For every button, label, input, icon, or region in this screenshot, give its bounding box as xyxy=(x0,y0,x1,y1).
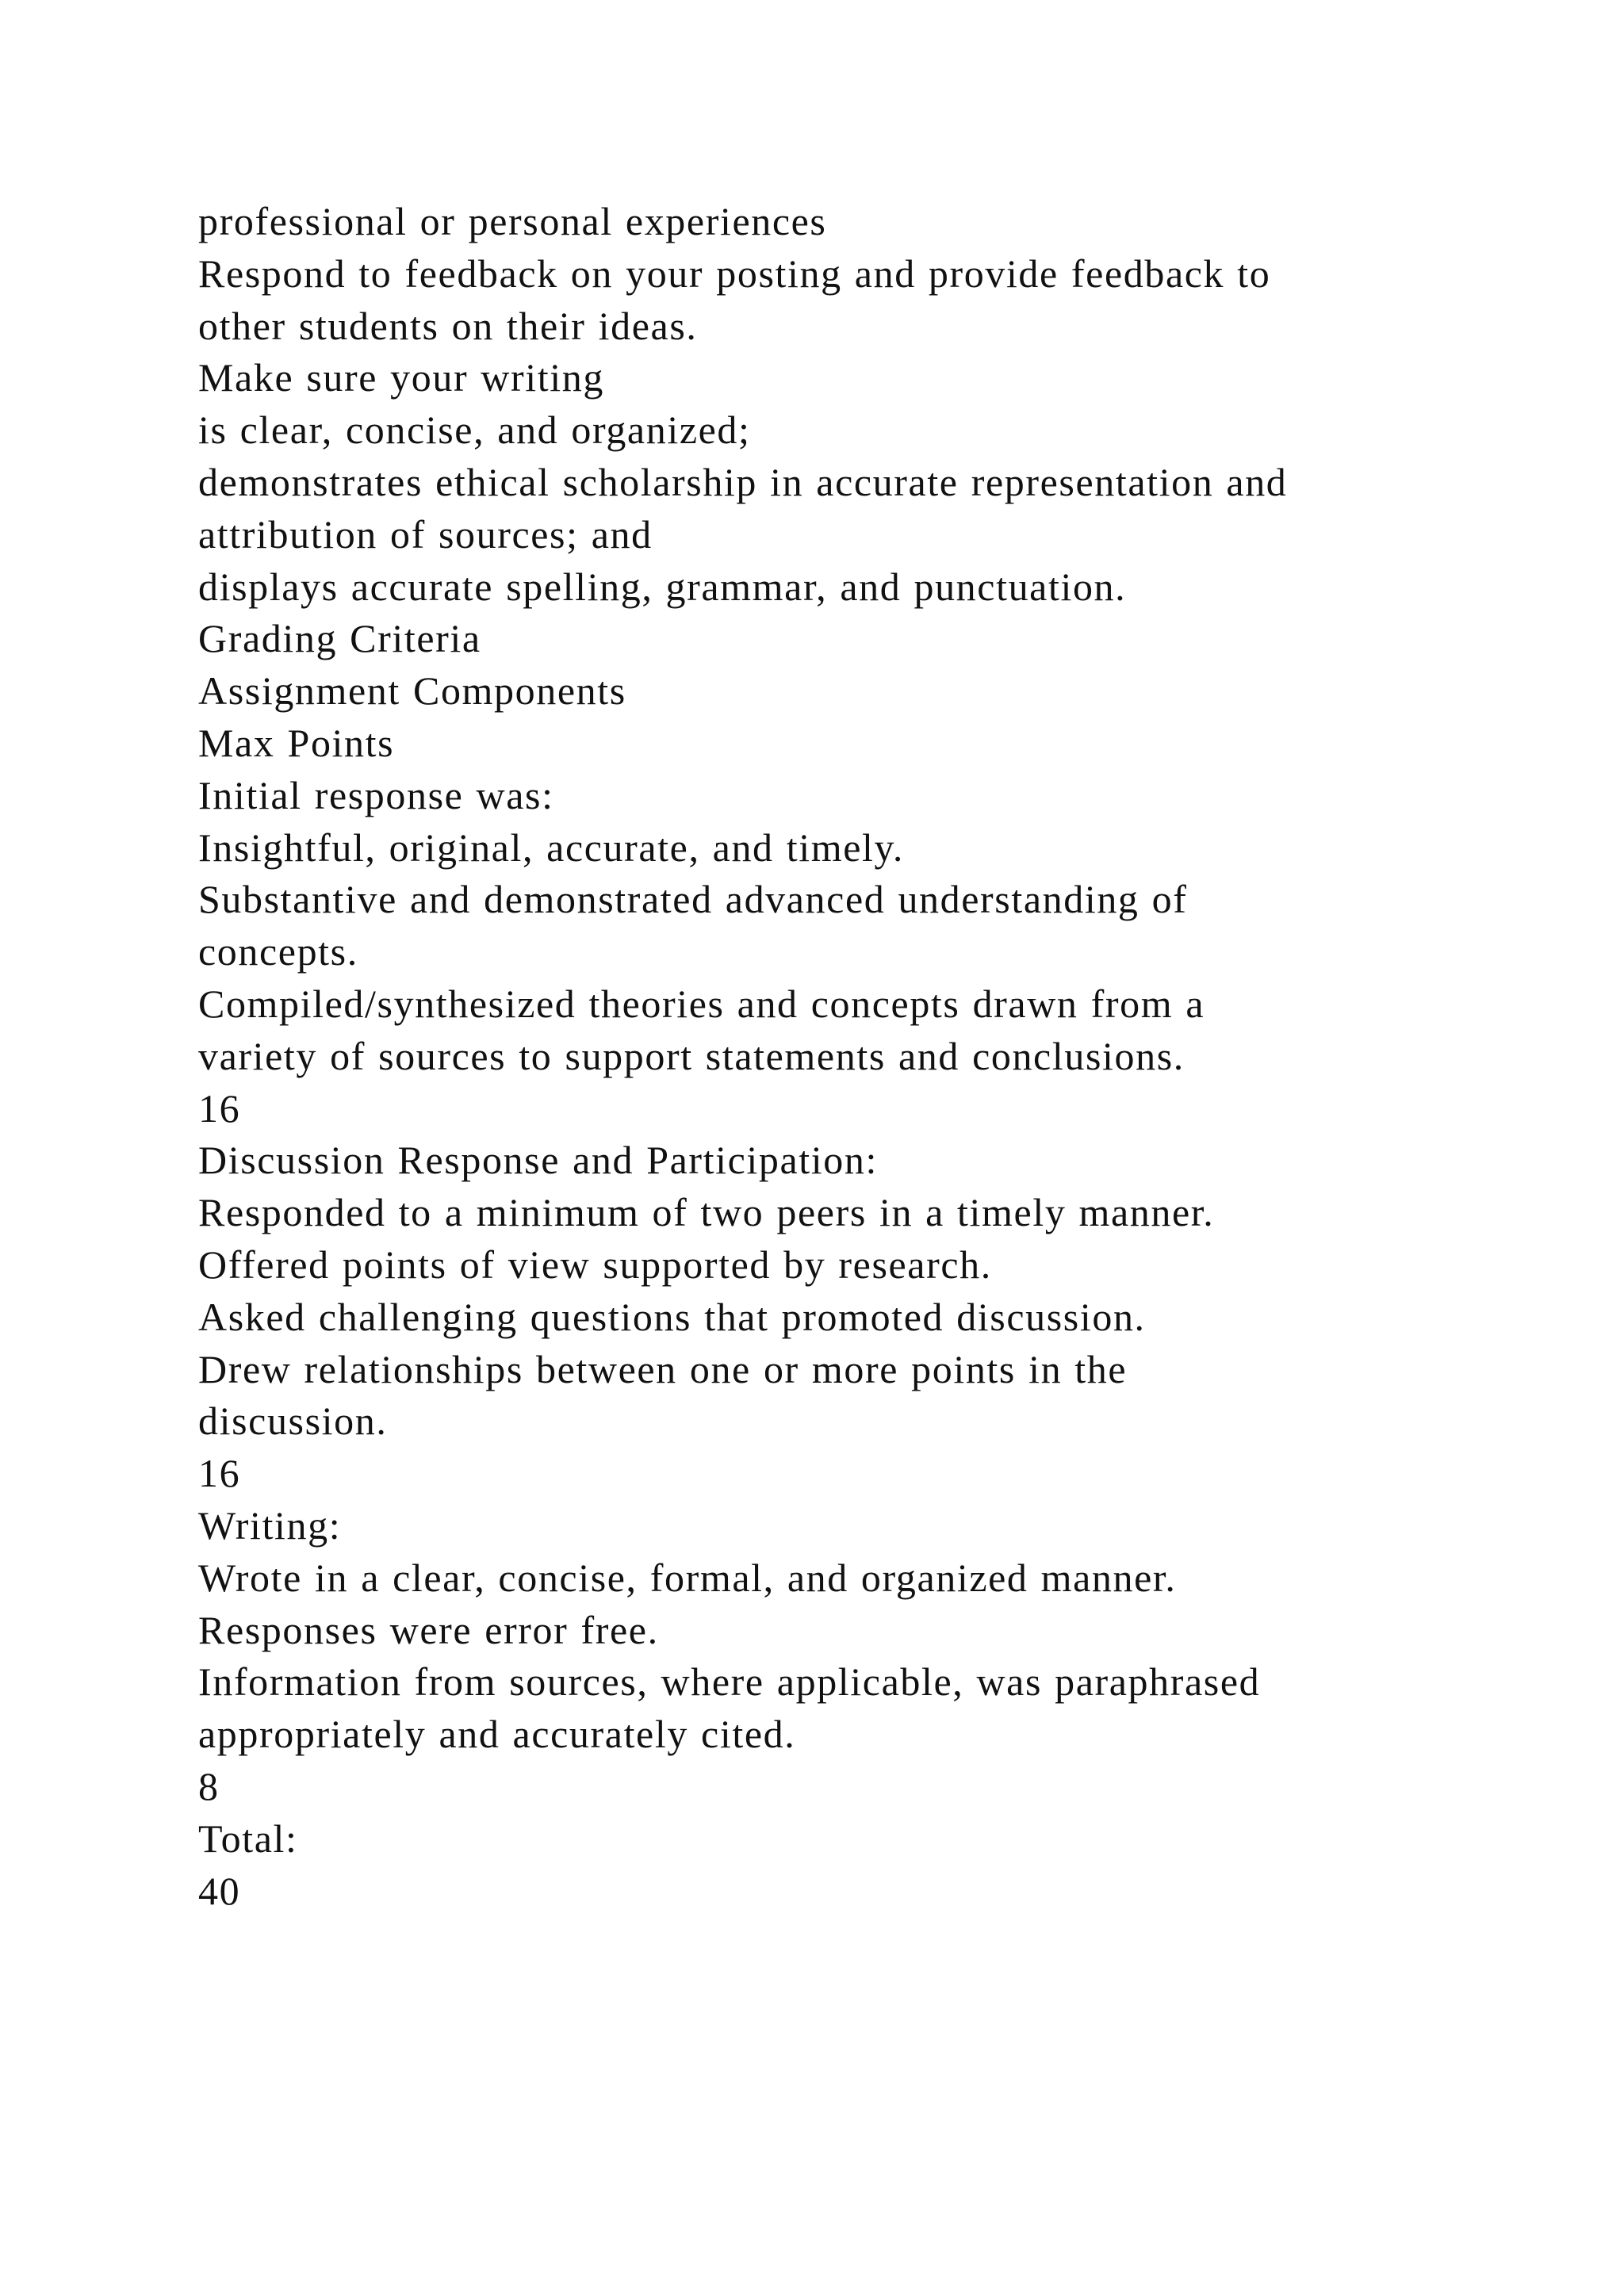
criterion-detail: Compiled/synthesized theories and concepts drawn from a xyxy=(198,981,1205,1026)
body-text-line: attribution of sources; and xyxy=(198,511,653,557)
criterion-detail: Responded to a minimum of two peers in a timely manner. xyxy=(198,1190,1215,1235)
criterion-title-writing: Writing: xyxy=(198,1502,342,1548)
criterion-detail: Wrote in a clear, concise, formal, and organized manner. xyxy=(198,1555,1177,1600)
criterion-detail: Responses were error free. xyxy=(198,1607,659,1652)
criterion-detail: variety of sources to support statements and conclusions. xyxy=(198,1033,1185,1078)
criterion-detail: Substantive and demonstrated advanced understanding of xyxy=(198,877,1188,922)
body-text-line: is clear, concise, and organized; xyxy=(198,408,751,453)
criterion-detail: appropriately and accurately cited. xyxy=(198,1712,796,1757)
body-text-line: professional or personal experiences xyxy=(198,199,827,243)
body-text-line: demonstrates ethical scholarship in accurate representation and xyxy=(198,459,1288,504)
document-body xyxy=(198,196,1546,1917)
body-text-line: Respond to feedback on your posting and provide feedback to xyxy=(198,251,1271,296)
criterion-points: 8 xyxy=(198,1763,220,1808)
body-text-line: other students on their ideas. xyxy=(198,303,698,348)
body-text-line: Make sure your writing xyxy=(198,355,604,400)
criterion-detail: discussion. xyxy=(198,1399,388,1444)
criterion-detail: Information from sources, where applicable, was paraphrased xyxy=(198,1659,1261,1705)
criterion-title-initial-response: Initial response was: xyxy=(198,772,554,817)
criterion-detail: Asked challenging questions that promoted discussion. xyxy=(198,1294,1146,1339)
criterion-points: 16 xyxy=(198,1451,241,1496)
criterion-detail: concepts. xyxy=(198,929,358,974)
section-heading-grading-criteria: Grading Criteria xyxy=(198,616,481,661)
criterion-title-discussion: Discussion Response and Participation: xyxy=(198,1138,878,1183)
column-header-max-points: Max Points xyxy=(198,720,395,765)
criterion-points: 16 xyxy=(198,1085,241,1131)
criterion-detail: Drew relationships between one or more points in the xyxy=(198,1346,1128,1391)
criterion-detail: Insightful, original, accurate, and timely. xyxy=(198,825,904,870)
criterion-detail: Offered points of view supported by research. xyxy=(198,1242,992,1287)
total-points: 40 xyxy=(198,1868,241,1913)
column-header-assignment-components: Assignment Components xyxy=(198,668,626,714)
total-label: Total: xyxy=(198,1816,298,1861)
body-text-line: displays accurate spelling, grammar, and punctuation. xyxy=(198,564,1127,609)
